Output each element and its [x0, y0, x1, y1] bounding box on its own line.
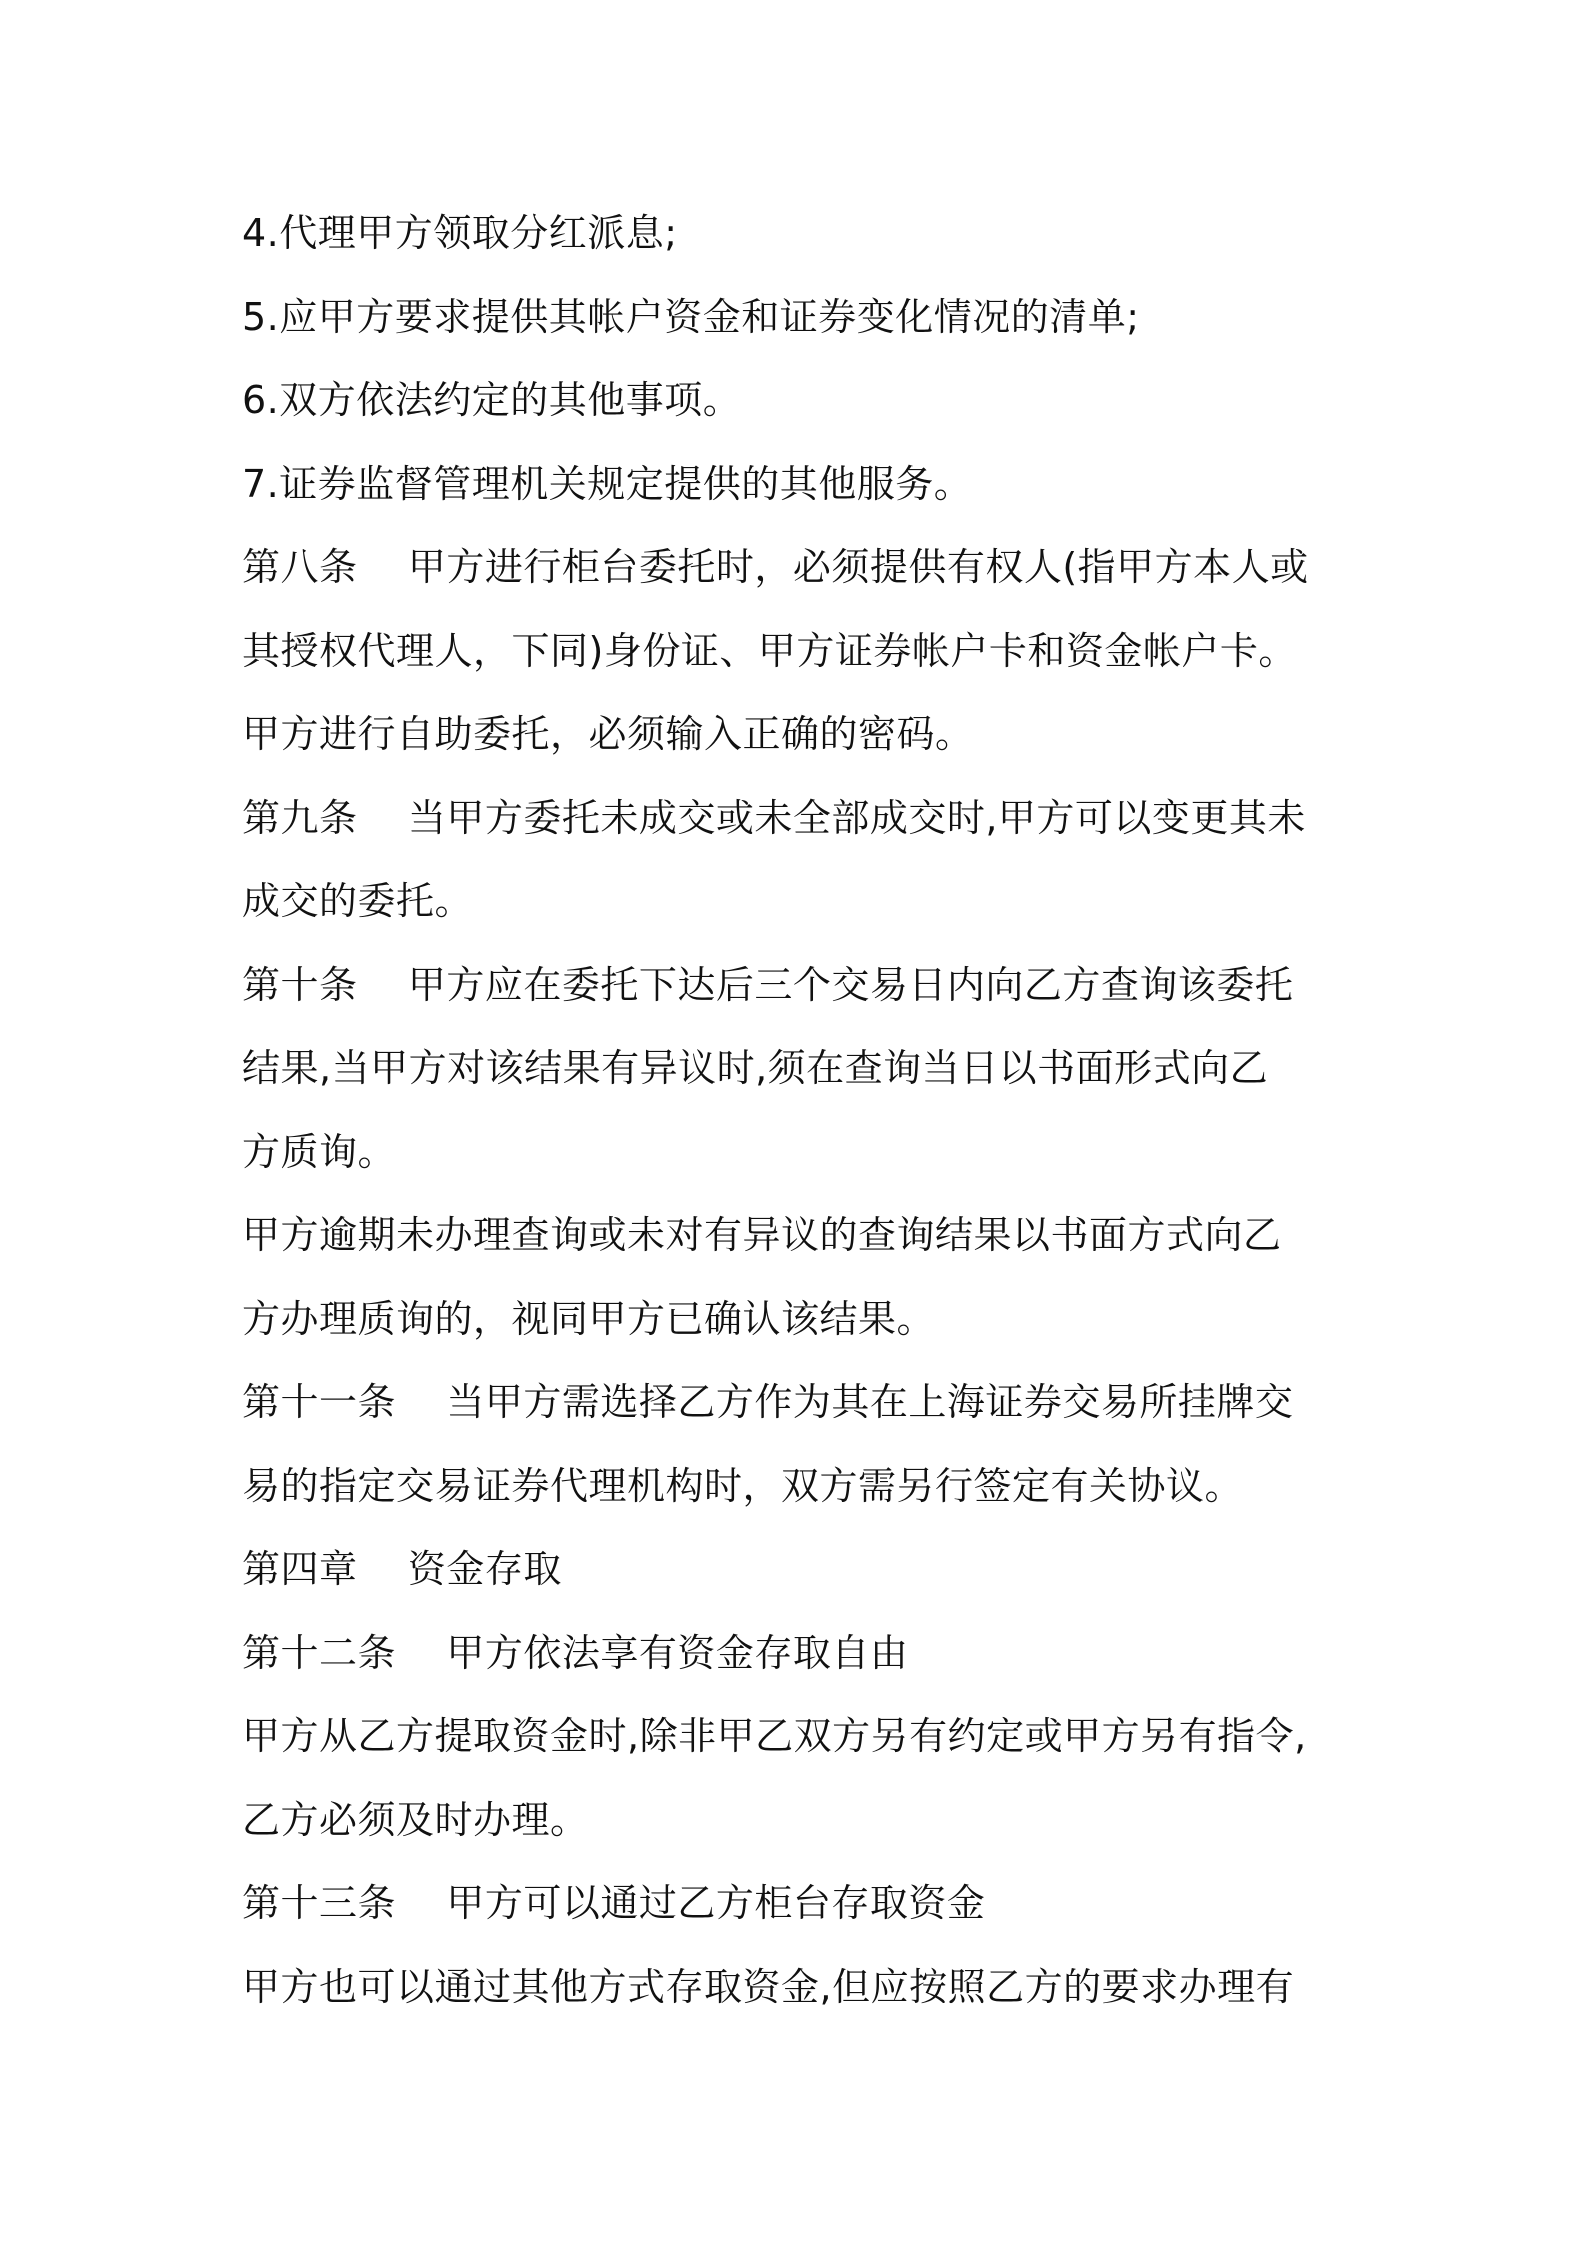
text-line: 其授权代理人，下同)身份证、甲方证券帐户卡和资金帐户卡。 [242, 628, 1297, 673]
text-line: 7.证券监督管理机关规定提供的其他服务。 [242, 461, 973, 506]
article-heading-line: 第九条 当甲方委托未成交或未全部成交时,甲方可以变更其未 [242, 795, 1306, 840]
article-heading-line: 第十一条 当甲方需选择乙方作为其在上海证券交易所挂牌交 [242, 1380, 1294, 1424]
document-body [242, 192, 1362, 2029]
text-line: 方办理质询的，视同甲方已确认该结果。 [242, 1296, 936, 1341]
article-heading-line: 第十二条 甲方依法享有资金存取自由 [242, 1630, 909, 1675]
chapter-heading-line: 第四章 资金存取 [242, 1547, 562, 1591]
text-line: 5.应甲方要求提供其帐户资金和证券变化情况的清单; [242, 294, 1140, 339]
text-line: 成交的委托。 [242, 879, 474, 923]
article-heading-line: 第八条 甲方进行柜台委托时，必须提供有权人(指甲方本人或 [242, 545, 1309, 589]
text-line: 6.双方依法约定的其他事项。 [242, 378, 742, 422]
text-line: 结果,当甲方对该结果有异议时,须在查询当日以书面形式向乙 [242, 1046, 1269, 1090]
article-heading-line: 第十三条 甲方可以通过乙方柜台存取资金 [242, 1881, 986, 1925]
text-line: 4.代理甲方领取分红派息; [242, 211, 678, 255]
text-line: 甲方逾期未办理查询或未对有异议的查询结果以书面方式向乙 [242, 1213, 1282, 1257]
text-line: 易的指定交易证券代理机构时，双方需另行签定有关协议。 [242, 1463, 1244, 1508]
text-line: 乙方必须及时办理。 [242, 1797, 589, 1842]
text-line: 甲方也可以通过其他方式存取资金,但应按照乙方的要求办理有 [242, 1964, 1295, 2009]
text-line: 甲方进行自助委托，必须输入正确的密码。 [242, 712, 974, 756]
text-line: 方质询。 [242, 1129, 397, 1174]
text-line: 甲方从乙方提取资金时,除非甲乙双方另有约定或甲方另有指令, [242, 1714, 1307, 1758]
article-heading-line: 第十条 甲方应在委托下达后三个交易日内向乙方查询该委托 [242, 962, 1294, 1007]
